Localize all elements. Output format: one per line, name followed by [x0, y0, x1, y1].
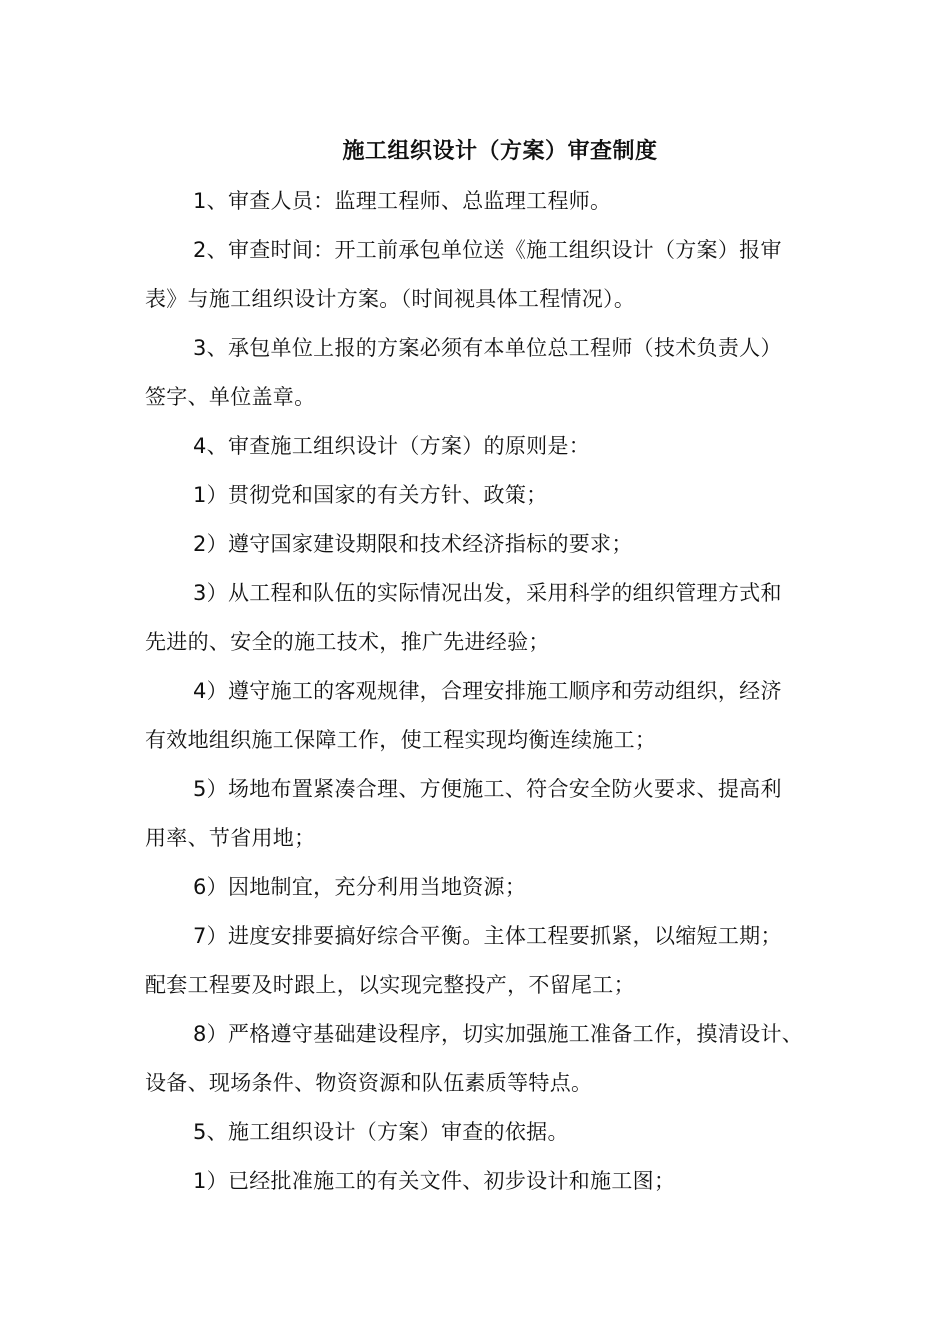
text-line: 3、承包单位上报的方案必须有本单位总工程师（技术负责人）	[193, 336, 782, 360]
text-line: 配套工程要及时跟上，以实现完整投产，不留尾工；	[145, 973, 635, 997]
text-line: 设备、现场条件、物资资源和队伍素质等特点。	[145, 1071, 593, 1095]
text-line: 1、审查人员：监理工程师、总监理工程师。	[193, 189, 612, 213]
text-line: 1）贯彻党和国家的有关方针、政策；	[193, 483, 548, 507]
text-line: 6）因地制宜，充分利用当地资源；	[193, 875, 527, 899]
document-title: 施工组织设计（方案）审查制度	[342, 139, 658, 164]
text-line: 签字、单位盖章。	[145, 385, 316, 409]
text-line: 用率、节省用地；	[145, 826, 316, 850]
text-line: 7）进度安排要搞好综合平衡。主体工程要抓紧，以缩短工期；	[193, 924, 782, 948]
text-line: 4、审查施工组织设计（方案）的原则是：	[193, 434, 591, 458]
text-line: 1）已经批准施工的有关文件、初步设计和施工图；	[193, 1169, 676, 1193]
text-line: 5）场地布置紧凑合理、方便施工、符合安全防火要求、提高利	[193, 777, 782, 801]
text-line: 2）遵守国家建设期限和技术经济指标的要求；	[193, 532, 633, 556]
text-line: 表》与施工组织设计方案。（时间视具体工程情况）。	[145, 287, 636, 311]
text-line: 3）从工程和队伍的实际情况出发，采用科学的组织管理方式和	[193, 581, 782, 605]
text-line: 8）严格遵守基础建设程序，切实加强施工准备工作，摸清设计、	[193, 1022, 804, 1046]
text-line: 先进的、安全的施工技术，推广先进经验；	[145, 630, 550, 654]
document-body	[145, 184, 825, 1213]
text-line: 有效地组织施工保障工作，使工程实现均衡连续施工；	[145, 728, 657, 752]
text-line: 2、审查时间：开工前承包单位送《施工组织设计（方案）报审	[193, 238, 782, 262]
text-line: 5、施工组织设计（方案）审查的依据。	[193, 1120, 569, 1144]
text-line: 4）遵守施工的客观规律，合理安排施工顺序和劳动组织，经济	[193, 679, 782, 703]
